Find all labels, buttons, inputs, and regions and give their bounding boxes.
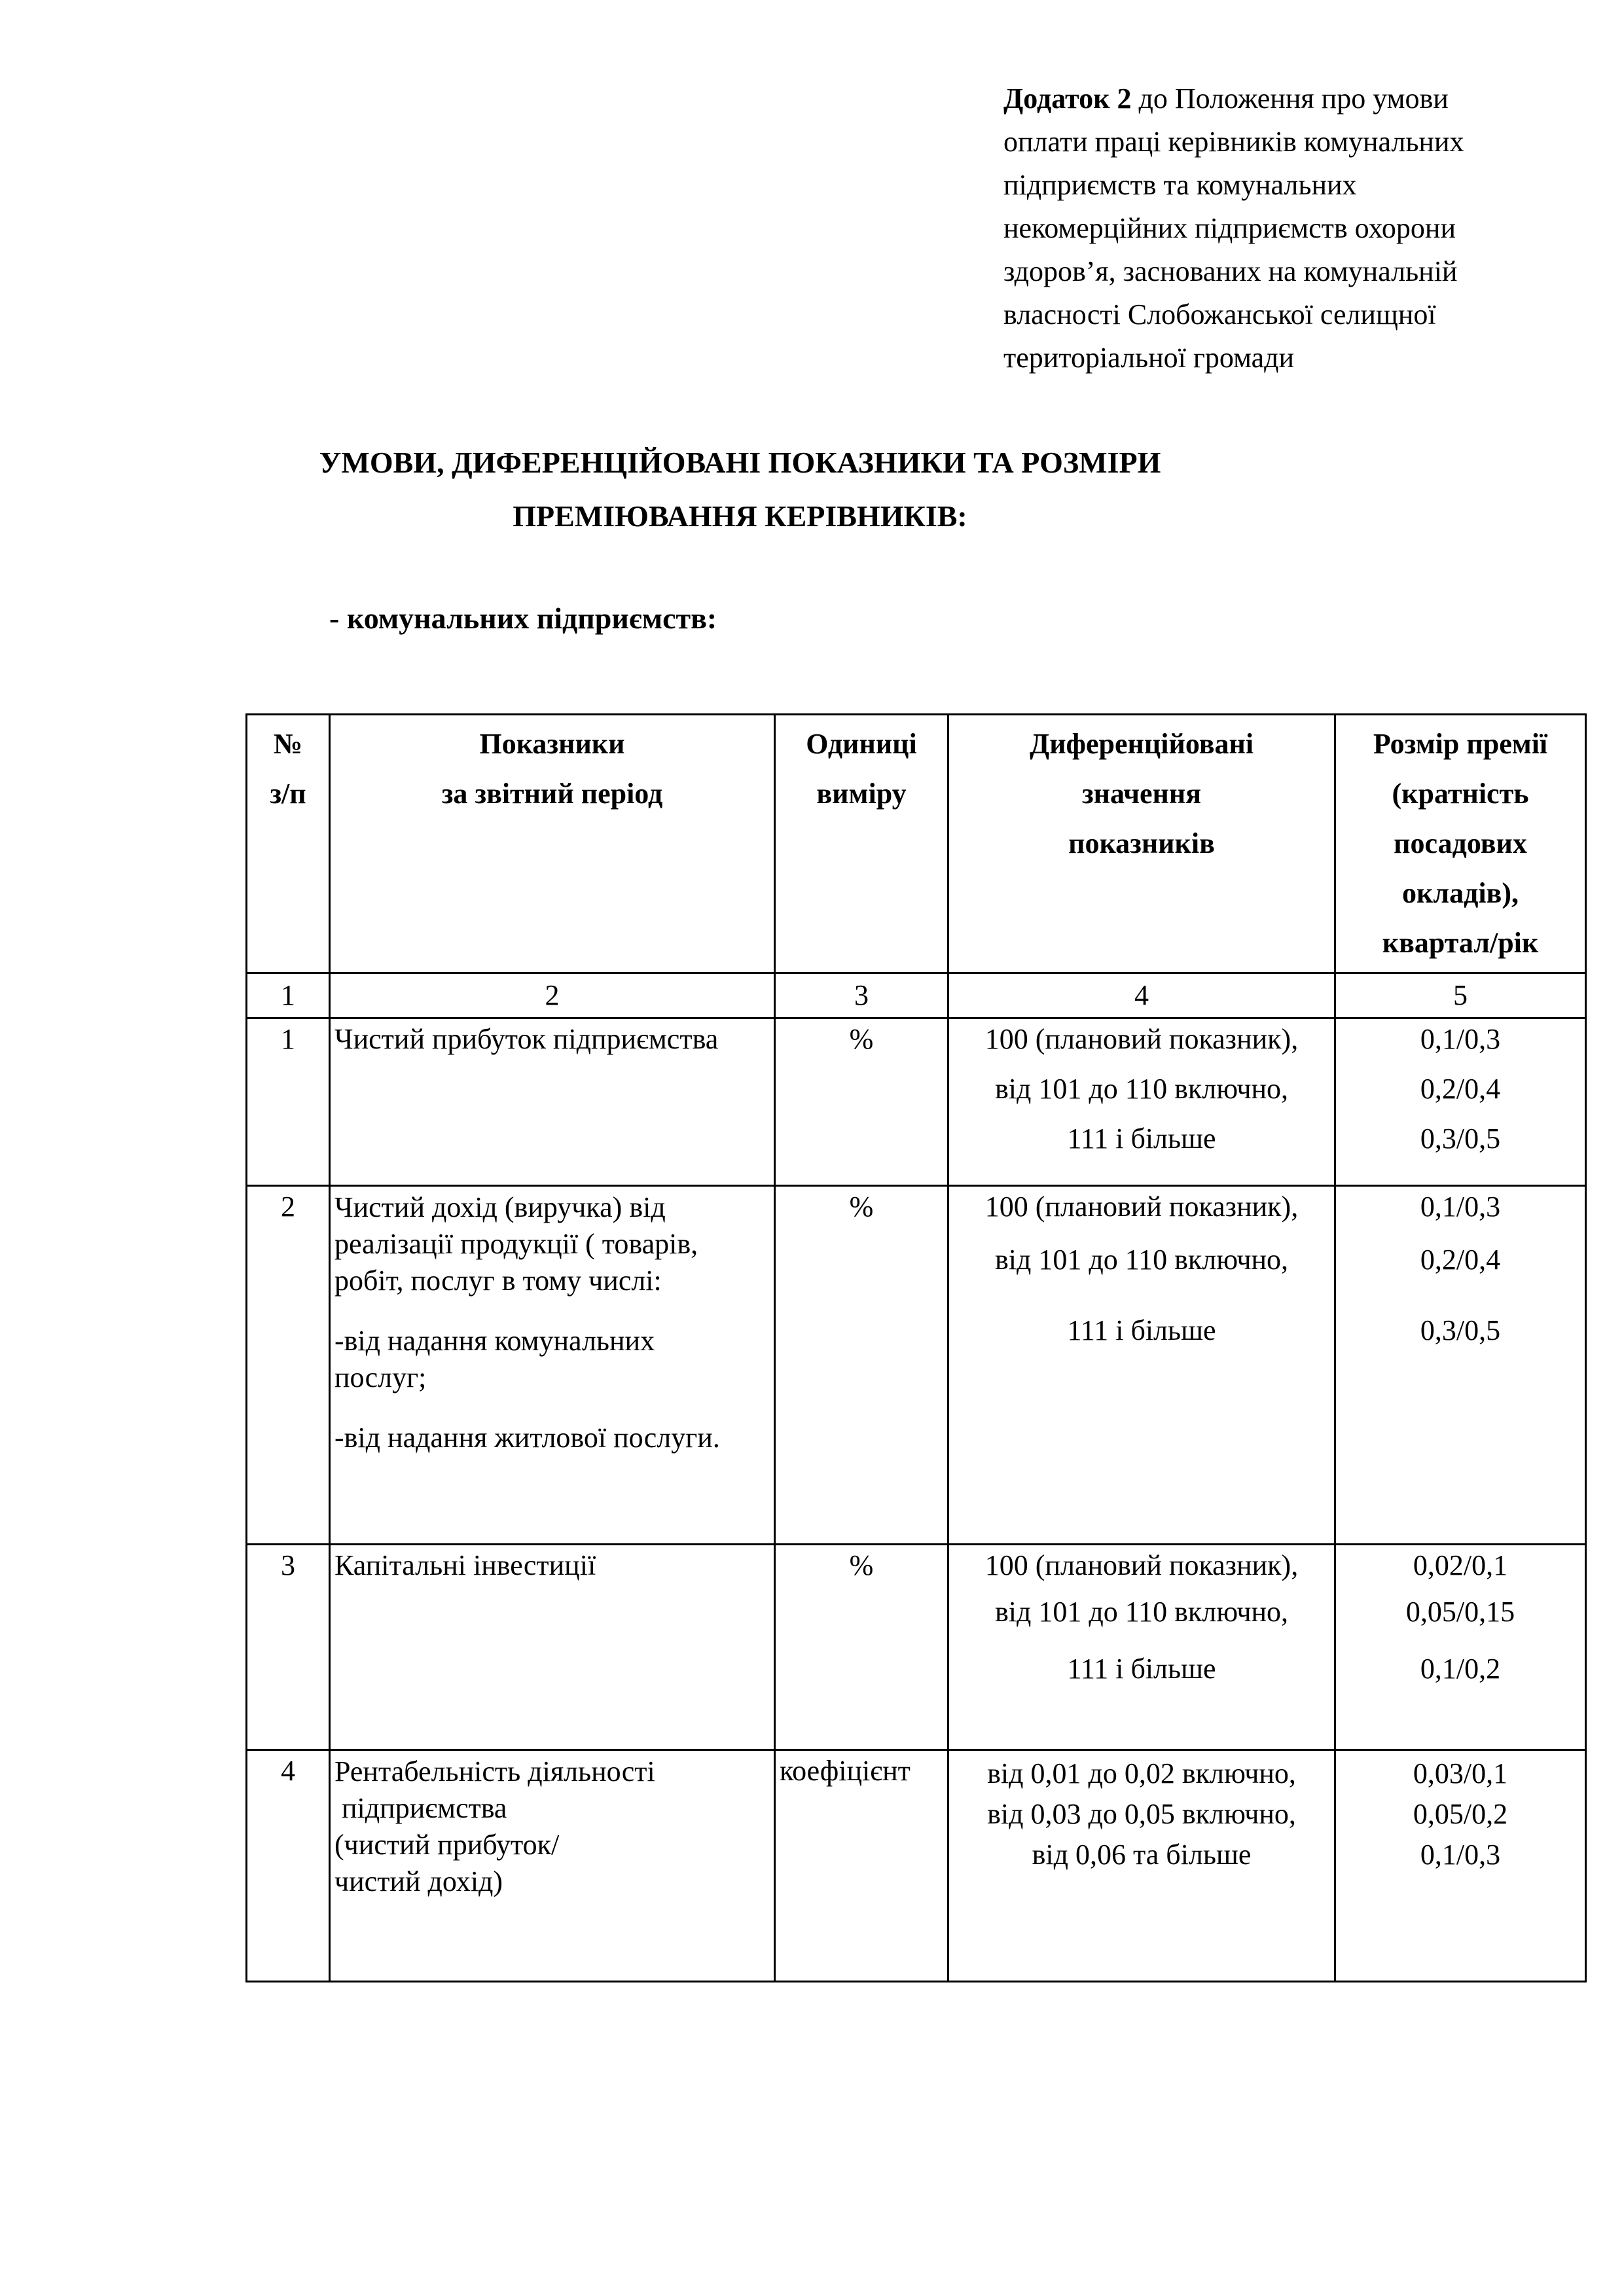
annex-line: некомерційних підприємств охорони (1003, 212, 1456, 244)
annex-line: підприємств та комунальних (1003, 169, 1357, 201)
table-row (247, 1545, 1586, 1750)
header-indicator: Показники за звітний період (330, 715, 775, 973)
indicator-cell: Рентабельність діяльності підприємства (чистий прибуток/ чистий дохід) (330, 1750, 775, 1982)
bonus-cell: 0,1/0,3 0,2/0,4 0,3/0,5 (1335, 1018, 1586, 1186)
annex-line: територіальної громади (1003, 342, 1295, 374)
unit-cell: % (775, 1186, 948, 1545)
document-title-line-2: ПРЕМІЮВАННЯ КЕРІВНИКІВ: (513, 499, 967, 533)
column-number: 2 (330, 973, 775, 1018)
indicator-cell: Капітальні інвестиції (330, 1545, 775, 1750)
header-values: Диференційовані значення показників (948, 715, 1335, 973)
bonus-cell: 0,02/0,1 0,05/0,15 0,1/0,2 (1335, 1545, 1586, 1750)
row-number: 1 (247, 1018, 330, 1186)
indicator-cell: Чистий дохід (виручка) від реалізації продукції ( товарів, робіт, послуг в тому числі: -від надання комунальних послуг; -від надання житлової послуги. (330, 1186, 775, 1545)
unit-cell: % (775, 1545, 948, 1750)
header-number: № з/п (247, 715, 330, 973)
document-title-line-1: УМОВИ, ДИФЕРЕНЦІЙОВАНІ ПОКАЗНИКИ ТА РОЗМІРИ (319, 446, 1161, 479)
column-number-row (247, 973, 1586, 1018)
values-cell: 100 (плановий показник), від 101 до 110 включно, 111 і більше (948, 1186, 1335, 1545)
bonus-cell: 0,03/0,1 0,05/0,2 0,1/0,3 (1335, 1750, 1586, 1982)
row-number: 2 (247, 1186, 330, 1545)
annex-note (1003, 77, 1579, 380)
unit-cell: коефіцієнт (775, 1750, 948, 1982)
header-unit: Одиниці виміру (775, 715, 948, 973)
unit-cell: % (775, 1018, 948, 1186)
column-number: 1 (247, 973, 330, 1018)
table-row (247, 1750, 1586, 1982)
indicator-cell: Чистий прибуток підприємства (330, 1018, 775, 1186)
header-bonus: Розмір премії (кратність посадових окладів), квартал/рік (1335, 715, 1586, 973)
annex-label: Додаток 2 (1003, 82, 1132, 115)
table-row (247, 1186, 1586, 1545)
table-header-row (247, 715, 1586, 973)
values-cell: 100 (плановий показник), від 101 до 110 включно, 111 і більше (948, 1545, 1335, 1750)
column-number: 4 (948, 973, 1335, 1018)
annex-line: оплати праці керівників комунальних (1003, 126, 1464, 158)
values-cell: 100 (плановий показник), від 101 до 110 включно, 111 і більше (948, 1018, 1335, 1186)
annex-line: власності Слобожанської селищної (1003, 298, 1436, 331)
annex-line: до Положення про умови (1138, 82, 1449, 115)
section-subtitle: - комунальних підприємств: (329, 601, 717, 635)
column-number: 3 (775, 973, 948, 1018)
values-cell: від 0,01 до 0,02 включно, від 0,03 до 0,05 включно, від 0,06 та більше (948, 1750, 1335, 1982)
column-number: 5 (1335, 973, 1586, 1018)
annex-line: здоров’я, заснованих на комунальній (1003, 255, 1458, 287)
row-number: 4 (247, 1750, 330, 1982)
bonus-table (245, 713, 1587, 1982)
bonus-cell: 0,1/0,3 0,2/0,4 0,3/0,5 (1335, 1186, 1586, 1545)
table-row (247, 1018, 1586, 1186)
row-number: 3 (247, 1545, 330, 1750)
